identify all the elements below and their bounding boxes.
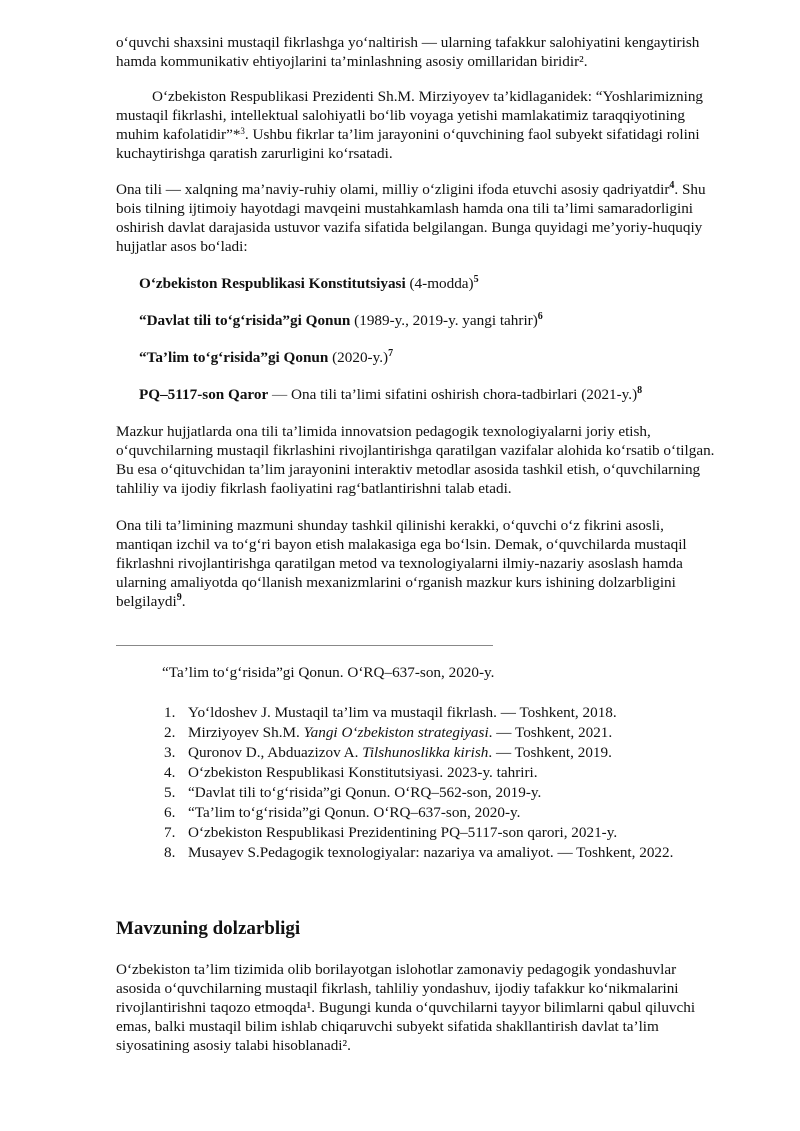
reference-text-end: . — Toshkent, 2021. bbox=[488, 724, 613, 741]
paragraph-text-end: . bbox=[347, 1037, 351, 1054]
paragraph-text-end: . Bugungi kunda o‘quvchilarni tayyor bilimlarni qabul qiluvchi emas, balki mustaqil bilim ishlab chiqaruvchi subyekt sifatida shakllantirish davlat ta’lim siyosatining asosiy talabi hisoblanadi bbox=[116, 999, 696, 1054]
law-title: “Ta’lim to‘g‘risida”gi Qonun bbox=[139, 349, 329, 366]
footnote-marker: ² bbox=[342, 1037, 348, 1054]
footnote-marker: 8 bbox=[637, 385, 643, 396]
reference-number: 2. bbox=[164, 724, 176, 741]
reference-item bbox=[164, 723, 716, 743]
footnote-marker: 3 bbox=[240, 126, 245, 136]
footnote-marker: 6 bbox=[537, 311, 543, 322]
law-detail: (2020-y.) bbox=[328, 349, 389, 366]
footnote-divider bbox=[116, 645, 493, 646]
reference-item bbox=[164, 783, 716, 803]
reference-text: Musayev S.Pedagogik texnologiyalar: nazariya va amaliyot. — Toshkent, 2022. bbox=[188, 844, 674, 861]
footnote-marker: ¹ bbox=[306, 999, 312, 1016]
footnote-marker: 7 bbox=[388, 348, 394, 359]
reference-title: Yangi O‘zbekiston strategiyasi bbox=[303, 724, 489, 741]
reference-text: O‘zbekiston Respublikasi Prezidentining PQ–5117-son qarori, 2021-y. bbox=[188, 824, 618, 841]
paragraph-president-quote bbox=[116, 87, 716, 163]
paragraph-text: Ona tili ta’limining mazmuni shunday tashkil qilinishi kerakki, o‘quvchi o‘z fikrini asosli, mantiqan izchil va to‘g‘ri bayon etish malakasiga ega bo‘lsin. Demak, o‘quvchilarda mustaqil fikrlashni rivojlantirishga qaratilgan metod va texnologiyalarni ilmiy-nazariy asoslash hamda ularning amaliyotda qo‘llanish mexanizmlarini o‘rganish mazkur kurs ishining dolzarbligini belgilaydi bbox=[116, 517, 687, 610]
paragraph-text: o‘quvchi shaxsini mustaqil fikrlashga yo‘naltirish — ularning tafakkur salohiyatini kengaytirish hamda kommunikativ ehtiyojlarini ta’minlashning asosiy omillaridan biridir bbox=[116, 34, 700, 70]
reference-item bbox=[164, 843, 716, 863]
reference-text-end: . — Toshkent, 2019. bbox=[488, 744, 612, 761]
footnote-marker: ² bbox=[579, 53, 584, 70]
law-dash: — bbox=[268, 386, 288, 403]
law-title: O‘zbekiston Respublikasi Konstitutsiyasi bbox=[139, 275, 406, 292]
reference-number: 6. bbox=[164, 804, 176, 821]
reference-item bbox=[164, 743, 716, 763]
paragraph-text-end: . Ushbu fikrlar ta’lim jarayonini o‘quvchining faol subyekt sifatidagi rolini kuchaytirishga qaratish zarurligini ko‘rsatadi. bbox=[116, 126, 700, 162]
reference-item bbox=[164, 703, 716, 723]
reference-text: O‘zbekiston Respublikasi Konstitutsiyasi. 2023-y. tahriri. bbox=[188, 764, 538, 781]
reference-item bbox=[164, 803, 716, 823]
law-detail: (1989-y., 2019-y. yangi tahrir) bbox=[350, 312, 538, 329]
reference-number: 4. bbox=[164, 764, 176, 781]
law-detail: (4-modda) bbox=[405, 275, 474, 292]
reference-text: Quronov D., Abduazizov A. bbox=[188, 744, 363, 761]
reference-number: 7. bbox=[164, 824, 176, 841]
reference-item bbox=[164, 823, 716, 843]
paragraph-text: O‘zbekiston Respublikasi Prezidenti Sh.M. Mirziyoyev ta’kidlaganidek: “Yoshlarimizning mustaqil fikrlashi, intellektual salohiyatli bo‘lib voyaga yetishi mamlakatimiz taraqqiyotining muhim kafolatidir”* bbox=[116, 88, 704, 143]
reference-item bbox=[164, 763, 716, 783]
reference-text: “Ta’lim to‘g‘risida”gi Qonun. O‘RQ–637-son, 2020-y. bbox=[188, 804, 521, 821]
section-heading: Mavzuning dolzarbligi bbox=[116, 918, 301, 939]
reference-text: Mirziyoyev Sh.M. bbox=[188, 724, 304, 741]
paragraph-mother-tongue bbox=[116, 180, 716, 256]
law-title: “Davlat tili to‘g‘risida”gi Qonun bbox=[139, 312, 351, 329]
footnote-marker: 9 bbox=[176, 592, 182, 603]
law-title: PQ–5117-son Qaror bbox=[139, 386, 269, 403]
reference-number: 5. bbox=[164, 784, 176, 801]
document-page bbox=[116, 33, 716, 1055]
footnote-extra: “Ta’lim to‘g‘risida”gi Qonun. O‘RQ–637-son, 2020-y. bbox=[162, 664, 495, 681]
paragraph-intro bbox=[116, 33, 716, 71]
footnote-marker: 4 bbox=[669, 180, 675, 191]
paragraph-text: Mazkur hujjatlarda ona tili ta’limida innovatsion pedagogik texnologiyalarni joriy etish, o‘quvchilarning mustaqil fikrlashini rivojlantirishga qaratilgan vazifalar alohida ko‘rsatib o‘tilgan. Bu esa o‘qituvchidan ta’lim jarayonini interaktiv metodlar asosida tashkil etish, o‘quvchilarning tahliliy va ijodiy fikrlash faoliyatini rag‘batlantirishni talab etadi. bbox=[116, 423, 715, 497]
paragraph-text: Ona tili — xalqning ma’naviy-ruhiy olami, milliy o‘zligini ifoda etuvchi asosiy qadriyatdir bbox=[116, 181, 670, 198]
footnote-marker: 5 bbox=[473, 274, 479, 285]
law-detail: Ona tili ta’limi sifatini oshirish chora-tadbirlari (2021-y.) bbox=[287, 386, 638, 403]
reference-text: Yo‘ldoshev J. Mustaqil ta’lim va mustaqil fikrlash. — Toshkent, 2018. bbox=[188, 704, 617, 721]
paragraph-text-end: . bbox=[583, 53, 588, 70]
reference-number: 8. bbox=[164, 844, 176, 861]
reference-list bbox=[116, 703, 716, 863]
law-item bbox=[116, 385, 716, 404]
law-item bbox=[116, 348, 716, 367]
law-item bbox=[116, 274, 716, 293]
paragraph-relevance bbox=[116, 516, 716, 611]
paragraph-text-end: . Shu bois tilning ijtimoiy hayotdagi mavqeini mustahkamlash hamda ona tili ta’limi samaradorligini oshirish davlat darajasida ustuvor vazifa sifatida belgilangan. Bunga quyidagi me’yoriy-huquqiy hujjatlar asos bo‘ladi: bbox=[116, 181, 706, 255]
paragraph-documents bbox=[116, 422, 716, 498]
paragraph-text: O‘zbekiston ta’lim tizimida olib borilayotgan islohotlar zamonaviy pedagogik yondashuvlar asosida o‘quvchilarning mustaqil fikrlash, tahliliy yondashuv, ijodiy tafakkur ko‘nikmalarini rivojlantirishni taqozo etmoqda bbox=[116, 961, 679, 1016]
paragraph-text-end: . bbox=[181, 593, 186, 610]
reference-number: 1. bbox=[164, 704, 176, 721]
reference-title: Tilshunoslikka kirish bbox=[362, 744, 489, 761]
paragraph-section-body bbox=[116, 960, 716, 1055]
reference-number: 3. bbox=[164, 744, 176, 761]
law-item bbox=[116, 311, 716, 330]
reference-text: “Davlat tili to‘g‘risida”gi Qonun. O‘RQ–562-son, 2019-y. bbox=[188, 784, 542, 801]
